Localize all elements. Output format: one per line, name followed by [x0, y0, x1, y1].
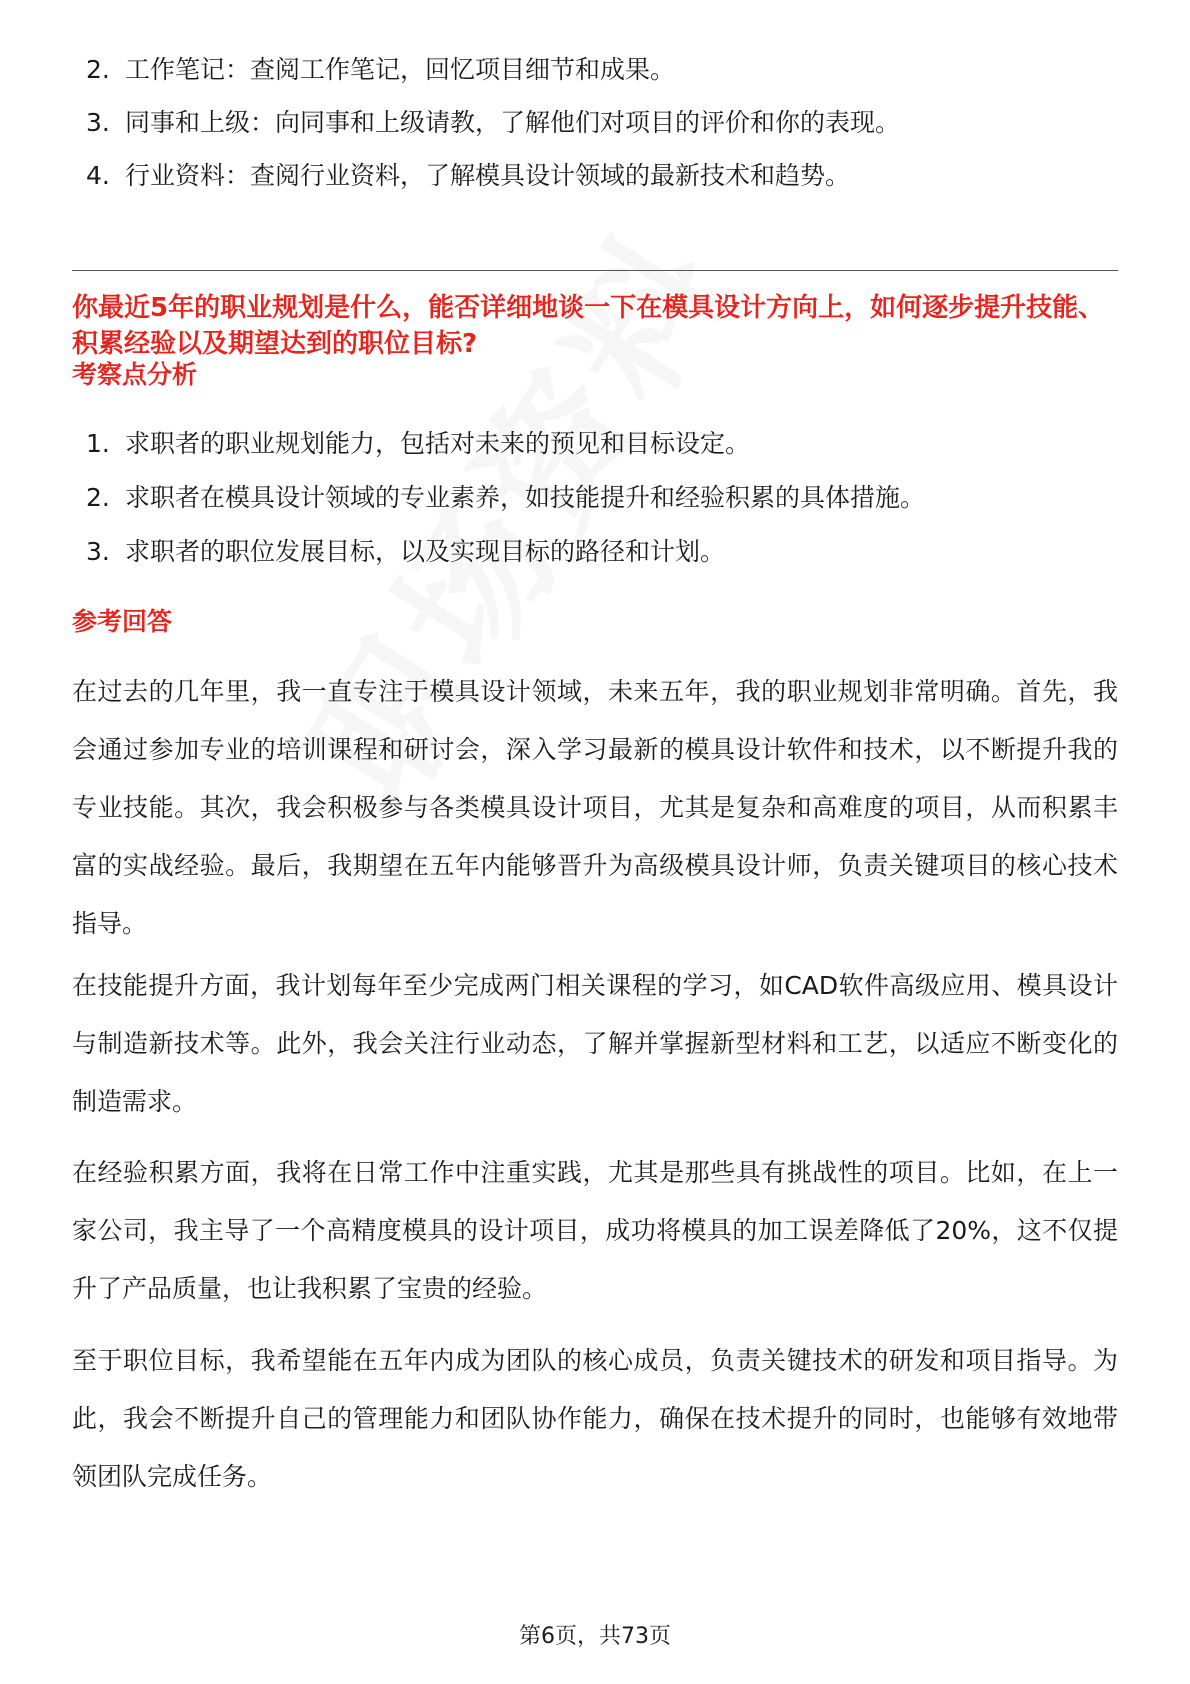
- answer-paragraph: 在经验积累方面，我将在日常工作中注重实践，尤其是那些具有挑战性的项目。比如，在上一家公司，我主导了一个高精度模具的设计项目，成功将模具的加工误差降低了20%，这不仅提升了产品质量，也让我积累了宝贵的经验。: [72, 1158, 1118, 1303]
- analysis-heading: 考察点分析: [72, 360, 198, 389]
- list-item: [72, 105, 1171, 141]
- list-item: [72, 158, 1171, 194]
- list-text: 求职者的职位发展目标，以及实现目标的路径和计划。: [125, 537, 726, 566]
- list-item: [72, 480, 1171, 516]
- list-number: 1.: [86, 429, 110, 458]
- list-item: [72, 52, 1171, 88]
- list-text: 求职者在模具设计领域的专业素养，如技能提升和经验积累的具体措施。: [125, 483, 926, 512]
- answer-paragraph: 在过去的几年里，我一直专注于模具设计领域，未来五年，我的职业规划非常明确。首先，我会通过参加专业的培训课程和研讨会，深入学习最新的模具设计软件和技术，以不断提升我的专业技能。其次，我会积极参与各类模具设计项目，尤其是复杂和高难度的项目，从而积累丰富的实战经验。最后，我期望在五年内能够晋升为高级模具设计师，负责关键项目的核心技术指导。: [72, 677, 1118, 938]
- list-item: [72, 426, 1171, 462]
- list-item: [72, 534, 1171, 570]
- answer-heading: 参考回答: [72, 607, 173, 636]
- answer-paragraph: 至于职位目标，我希望能在五年内成为团队的核心成员，负责关键技术的研发和项目指导。为此，我会不断提升自己的管理能力和团队协作能力，确保在技术提升的同时，也能够有效地带领团队完成任务。: [72, 1346, 1118, 1491]
- list-text: 同事和上级：向同事和上级请教，了解他们对项目的评价和你的表现。: [125, 108, 901, 137]
- list-number: 4.: [86, 161, 110, 190]
- list-text: 求职者的职业规划能力，包括对未来的预见和目标设定。: [125, 429, 751, 458]
- list-number: 2.: [86, 483, 110, 512]
- question-title: 你最近5年的职业规划是什么，能否详细地谈一下在模具设计方向上，如何逐步提升技能、积累经验以及期望达到的职位目标?: [72, 293, 1105, 359]
- list-number: 3.: [86, 108, 110, 137]
- section-divider: [72, 270, 1118, 271]
- list-number: 2.: [86, 55, 110, 84]
- list-text: 工作笔记：查阅工作笔记，回忆项目细节和成果。: [125, 55, 676, 84]
- list-text: 行业资料：查阅行业资料，了解模具设计领域的最新技术和趋势。: [125, 161, 851, 190]
- page-number: 第6页，共73页: [519, 1624, 671, 1649]
- list-number: 3.: [86, 537, 110, 566]
- answer-paragraph: 在技能提升方面，我计划每年至少完成两门相关课程的学习，如CAD软件高级应用、模具设计与制造新技术等。此外，我会关注行业动态，了解并掌握新型材料和工艺，以适应不断变化的制造需求。: [72, 971, 1118, 1116]
